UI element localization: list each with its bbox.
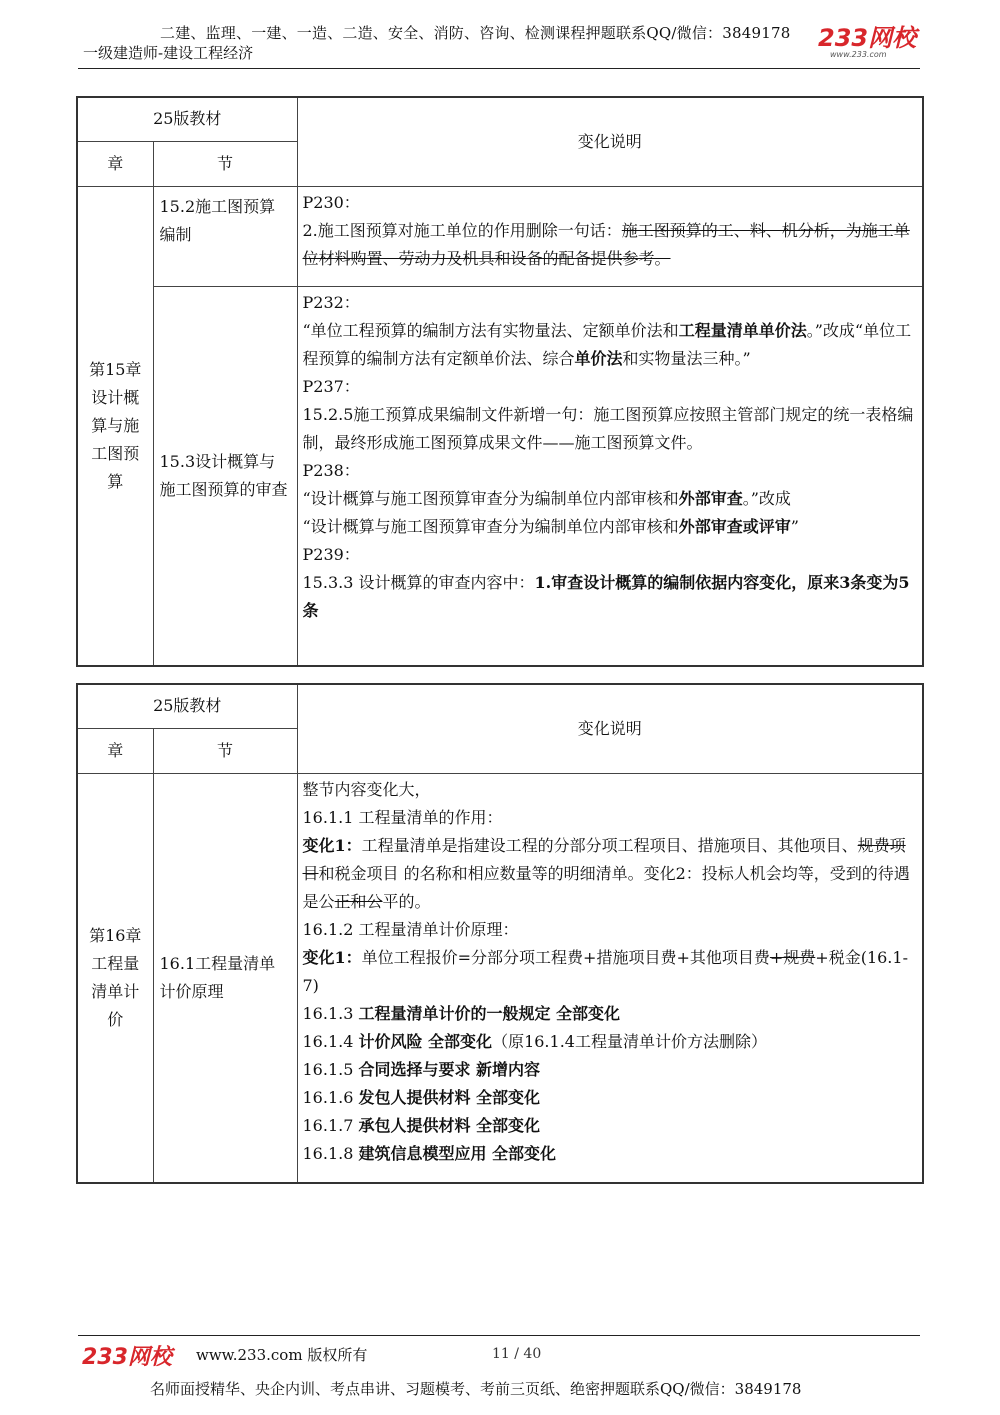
header-change-desc: 变化说明	[297, 97, 923, 186]
header-chapter: 章	[77, 141, 153, 186]
change-text: 15.3.3 设计概算的审查内容中：	[302, 572, 535, 592]
bold-text: 合同选择与要求 新增内容	[358, 1059, 541, 1079]
document-subtitle: 一级建造师-建设工程经济	[83, 44, 254, 62]
change-text: 15.2.5施工预算成果编制文件新增一句：施工图预算应按照主管部门规定的统一表格编制，最终形成施工图预算成果文件——施工图预算文件。	[302, 404, 914, 452]
section-cell: 15.3设计概算与施工图预算的审查	[153, 286, 297, 666]
bold-text: 变化1：	[302, 835, 362, 855]
change-text: “单位工程预算的编制方法有实物量法、定额单价法和	[302, 320, 679, 340]
subsection-title: 16.1.1 工程量清单的作用：	[302, 807, 503, 827]
bold-text: 承包人提供材料 全部变化	[358, 1115, 541, 1135]
header-section: 节	[153, 141, 297, 186]
section-cell: 16.1工程量清单计价原理	[153, 773, 297, 1183]
change-text: 2.施工图预算对施工单位的作用删除一句话：	[302, 220, 622, 240]
logo-text: 233网校	[818, 24, 917, 52]
change-text: 。”改成	[742, 488, 791, 508]
bold-text: 工程量清单单价法	[678, 320, 807, 340]
bold-text: 外部审查或评审	[678, 516, 791, 536]
chapter-cell: 第16章工程量清单计价	[77, 773, 153, 1183]
change-text: 单位工程报价=分部分项工程费+措施项目费+其他项目费	[361, 947, 770, 967]
page-number: 11 / 40	[492, 1346, 542, 1362]
subsection-number: 16.1.3	[302, 1003, 359, 1023]
change-text: ”	[790, 516, 799, 536]
header-chapter: 章	[77, 728, 153, 773]
subsection-number: 16.1.5	[302, 1059, 359, 1079]
bold-text: 建筑信息模型应用 全部变化	[358, 1143, 557, 1163]
change-cell	[297, 773, 923, 1183]
bold-text: 发包人提供材料 全部变化	[358, 1087, 541, 1107]
footer-logo: 233网校	[82, 1345, 172, 1370]
bold-text: 工程量清单计价的一般规定 全部变化	[358, 1003, 621, 1023]
page-ref: P239：	[302, 544, 360, 564]
footer-copyright: www.233.com 版权所有	[196, 1346, 368, 1364]
bold-text: 计价风险 全部变化	[358, 1031, 493, 1051]
subsection-number: 16.1.4	[302, 1031, 359, 1051]
bold-text: 单价法	[574, 348, 623, 368]
chapter-cell: 第15章设计概算与施工图预算	[77, 186, 153, 666]
section-cell: 15.2施工图预算编制	[153, 186, 297, 286]
header-section: 节	[153, 728, 297, 773]
footer-divider	[78, 1335, 920, 1336]
header-promo-line: 二建、监理、一建、一造、二造、安全、消防、咨询、检测课程押题联系QQ/微信：3849178	[160, 24, 791, 42]
change-text: “设计概算与施工图预算审查分为编制单位内部审核和	[302, 488, 679, 508]
bold-text: 外部审查	[678, 488, 743, 508]
page-ref: P238：	[302, 460, 360, 480]
bold-text: 变化1：	[302, 947, 362, 967]
footer-promo-line: 名师面授精华、央企内训、考点串讲、习题模考、考前三页纸、绝密押题联系QQ/微信：3849178	[150, 1380, 802, 1398]
logo-url: www.233.com	[830, 50, 887, 59]
header-book-edition: 25版教材	[77, 97, 297, 141]
header-divider	[78, 68, 920, 69]
brand-logo	[818, 26, 918, 59]
change-text: 工程量清单是指建设工程的分部分项工程项目、措施项目、其他项目、	[361, 835, 858, 855]
page-ref: P232：	[302, 292, 360, 312]
change-text: 整节内容变化大，	[302, 779, 431, 799]
page-ref: P230：	[302, 192, 360, 212]
deleted-text: 正和公	[334, 891, 383, 911]
change-text: 和税金项目 的名称和相应数量等的明细清单。变化2：投标人机会均等，受到的待遇是公	[302, 863, 910, 911]
change-text: +税金(16.1-7)	[302, 947, 908, 995]
change-table-chapter-16	[76, 683, 924, 1184]
change-cell	[297, 186, 923, 286]
change-text: 。”改成“单位工程预算的编制方法有定额单价法、综合	[302, 320, 912, 368]
subsection-number: 16.1.7	[302, 1115, 359, 1135]
change-cell	[297, 286, 923, 666]
deleted-text: 施工图预算的工、料、机分析，为施工单位材料购置、劳动力及机具和设备的配备提供参考。	[302, 220, 910, 268]
subsection-number: 16.1.8	[302, 1143, 359, 1163]
deleted-text: +规费	[769, 947, 816, 967]
subsection-number: 16.1.6	[302, 1087, 359, 1107]
header-change-desc: 变化说明	[297, 684, 923, 773]
change-text: 平的。	[382, 891, 431, 911]
change-table-chapter-15	[76, 96, 924, 667]
change-text: （原16.1.4工程量清单计价方法删除）	[492, 1031, 767, 1051]
deleted-text: 规费项目	[302, 835, 906, 883]
change-text: 和实物量法三种。”	[622, 348, 751, 368]
change-text: “设计概算与施工图预算审查分为编制单位内部审核和	[302, 516, 679, 536]
bold-text: 1.审查设计概算的编制依据内容变化，原来3条变为5条	[302, 572, 910, 620]
subsection-title: 16.1.2 工程量清单计价原理：	[302, 919, 519, 939]
page-ref: P237：	[302, 376, 360, 396]
header-book-edition: 25版教材	[77, 684, 297, 728]
